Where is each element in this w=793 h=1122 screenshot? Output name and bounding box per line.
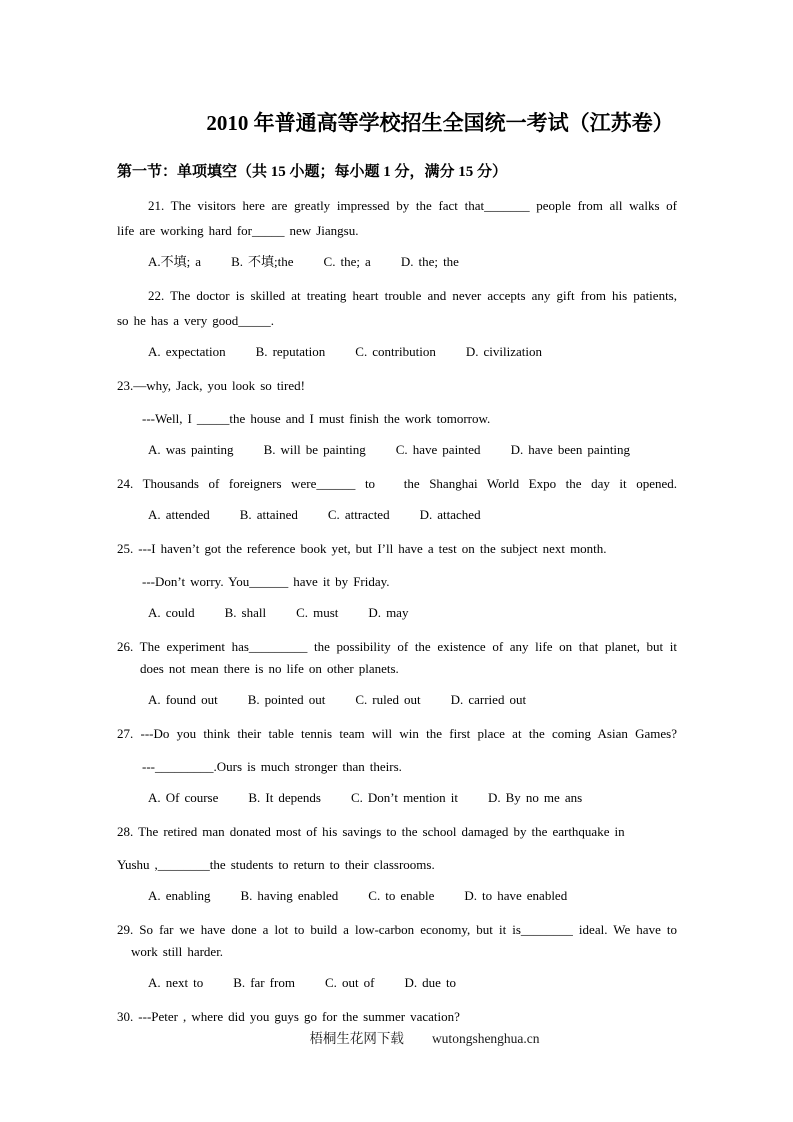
answer-option: D. the; the	[400, 254, 459, 269]
question-line: ---_________.Ours is much stronger than theirs.	[142, 759, 402, 774]
question-lines	[117, 1006, 677, 1028]
question	[117, 285, 677, 363]
answer-option: A. could	[148, 605, 195, 620]
answer-option: C. contribution	[355, 344, 436, 359]
question-line: 23.—why, Jack, you look so tired!	[117, 378, 305, 393]
question-options	[117, 439, 677, 461]
question-line: 28. The retired man donated most of his savings to the school damaged by the earthquake in	[117, 824, 625, 839]
question-options	[117, 341, 677, 363]
question-line: work still harder.	[131, 944, 224, 959]
question-lines	[117, 821, 677, 876]
question	[117, 919, 677, 994]
answer-option: A. next to	[148, 975, 204, 990]
question-lines	[117, 538, 677, 593]
question-lines	[117, 285, 677, 332]
question-line: life are working hard for_____ new Jiangsu.	[117, 223, 359, 238]
answer-option: B. attained	[239, 507, 298, 522]
answer-option: B. pointed out	[247, 692, 326, 707]
answer-option: B. having enabled	[240, 888, 339, 903]
question	[117, 821, 677, 907]
answer-option: D. may	[368, 605, 409, 620]
answer-option: B. will be painting	[263, 442, 366, 457]
question-line: 25. ---I haven’t got the reference book yet, but I’ll have a test on the subject next month.	[117, 541, 607, 556]
answer-option: A. found out	[148, 692, 218, 707]
question-line: 26. The experiment has_________ the possibility of the existence of any life on that planet, but it	[117, 639, 677, 654]
question-line: so he has a very good_____.	[117, 313, 275, 328]
answer-option: B. 不填;the	[231, 254, 294, 269]
answer-option: D. to have enabled	[464, 888, 568, 903]
question-options	[117, 251, 677, 273]
question-lines	[117, 195, 677, 242]
answer-option: D. By no me ans	[487, 790, 583, 805]
answer-option: D. civilization	[465, 344, 542, 359]
answer-option: D. due to	[404, 975, 457, 990]
answer-option: A. Of course	[148, 790, 219, 805]
answer-option: D. carried out	[450, 692, 527, 707]
answer-option: B. shall	[224, 605, 267, 620]
answer-option: A. enabling	[148, 888, 211, 903]
question	[117, 375, 677, 461]
question	[117, 636, 677, 711]
question-lines	[117, 636, 677, 680]
question	[117, 473, 677, 526]
questions	[117, 195, 677, 1028]
question-line: 24. Thousands of foreigners were______ to the Shanghai World Expo the day it opened.	[117, 476, 677, 491]
question	[117, 538, 677, 624]
question-lines	[117, 473, 677, 495]
answer-option: B. far from	[233, 975, 295, 990]
answer-option: C. to enable	[368, 888, 435, 903]
question-line: 29. So far we have done a lot to build a low-carbon economy, but it is________ ideal. We have to	[117, 922, 677, 937]
question-options	[117, 602, 677, 624]
page-footer	[28, 1028, 793, 1050]
answer-option: D. attached	[419, 507, 481, 522]
question-lines	[117, 919, 677, 963]
question-line: Yushu ,________the students to return to their classrooms.	[117, 857, 435, 872]
question-line: ---Don’t worry. You______ have it by Friday.	[142, 574, 390, 589]
answer-option: B. reputation	[255, 344, 326, 359]
question-line: does not mean there is no life on other planets.	[140, 661, 399, 676]
answer-option: D. have been painting	[510, 442, 631, 457]
page-title: 2010 年普通高等学校招生全国统一考试（江苏卷）	[206, 111, 674, 135]
footer-source-site: wutongshenghua.cn	[431, 1031, 540, 1046]
question-line: ---Well, I _____the house and I must finish the work tomorrow.	[142, 411, 491, 426]
answer-option: A. expectation	[148, 344, 226, 359]
answer-option: C. ruled out	[355, 692, 421, 707]
question-options	[117, 504, 677, 526]
answer-option: B. It depends	[248, 790, 321, 805]
question-line: 30. ---Peter , where did you guys go for the summer vacation?	[117, 1009, 460, 1024]
question	[117, 1006, 677, 1028]
answer-option: C. the; a	[323, 254, 371, 269]
question-options	[117, 689, 677, 711]
answer-option: A. was painting	[148, 442, 234, 457]
question-options	[117, 787, 677, 809]
answer-option: C. must	[296, 605, 339, 620]
question	[117, 195, 677, 273]
question-options	[117, 885, 677, 907]
question-line: 21. The visitors here are greatly impressed by the fact that_______ people from all walks of	[148, 198, 677, 213]
answer-option: A. attended	[148, 507, 210, 522]
answer-option: A.不填; a	[148, 254, 202, 269]
answer-option: C. attracted	[327, 507, 390, 522]
question-line: 27. ---Do you think their table tennis team will win the first place at the coming Asian Games?	[117, 726, 677, 741]
section-heading: 第一节：单项填空（共 15 小题；每小题 1 分，满分 15 分）	[117, 164, 508, 180]
answer-option: C. Don’t mention it	[350, 790, 458, 805]
question	[117, 723, 677, 809]
question-options	[117, 972, 677, 994]
answer-option: C. out of	[324, 975, 375, 990]
question-line: 22. The doctor is skilled at treating heart trouble and never accepts any gift from his patients,	[148, 288, 677, 303]
question-lines	[117, 375, 677, 430]
footer-source-label: 梧桐生花网下载	[309, 1031, 404, 1046]
answer-option: C. have painted	[395, 442, 481, 457]
question-lines	[117, 723, 677, 778]
